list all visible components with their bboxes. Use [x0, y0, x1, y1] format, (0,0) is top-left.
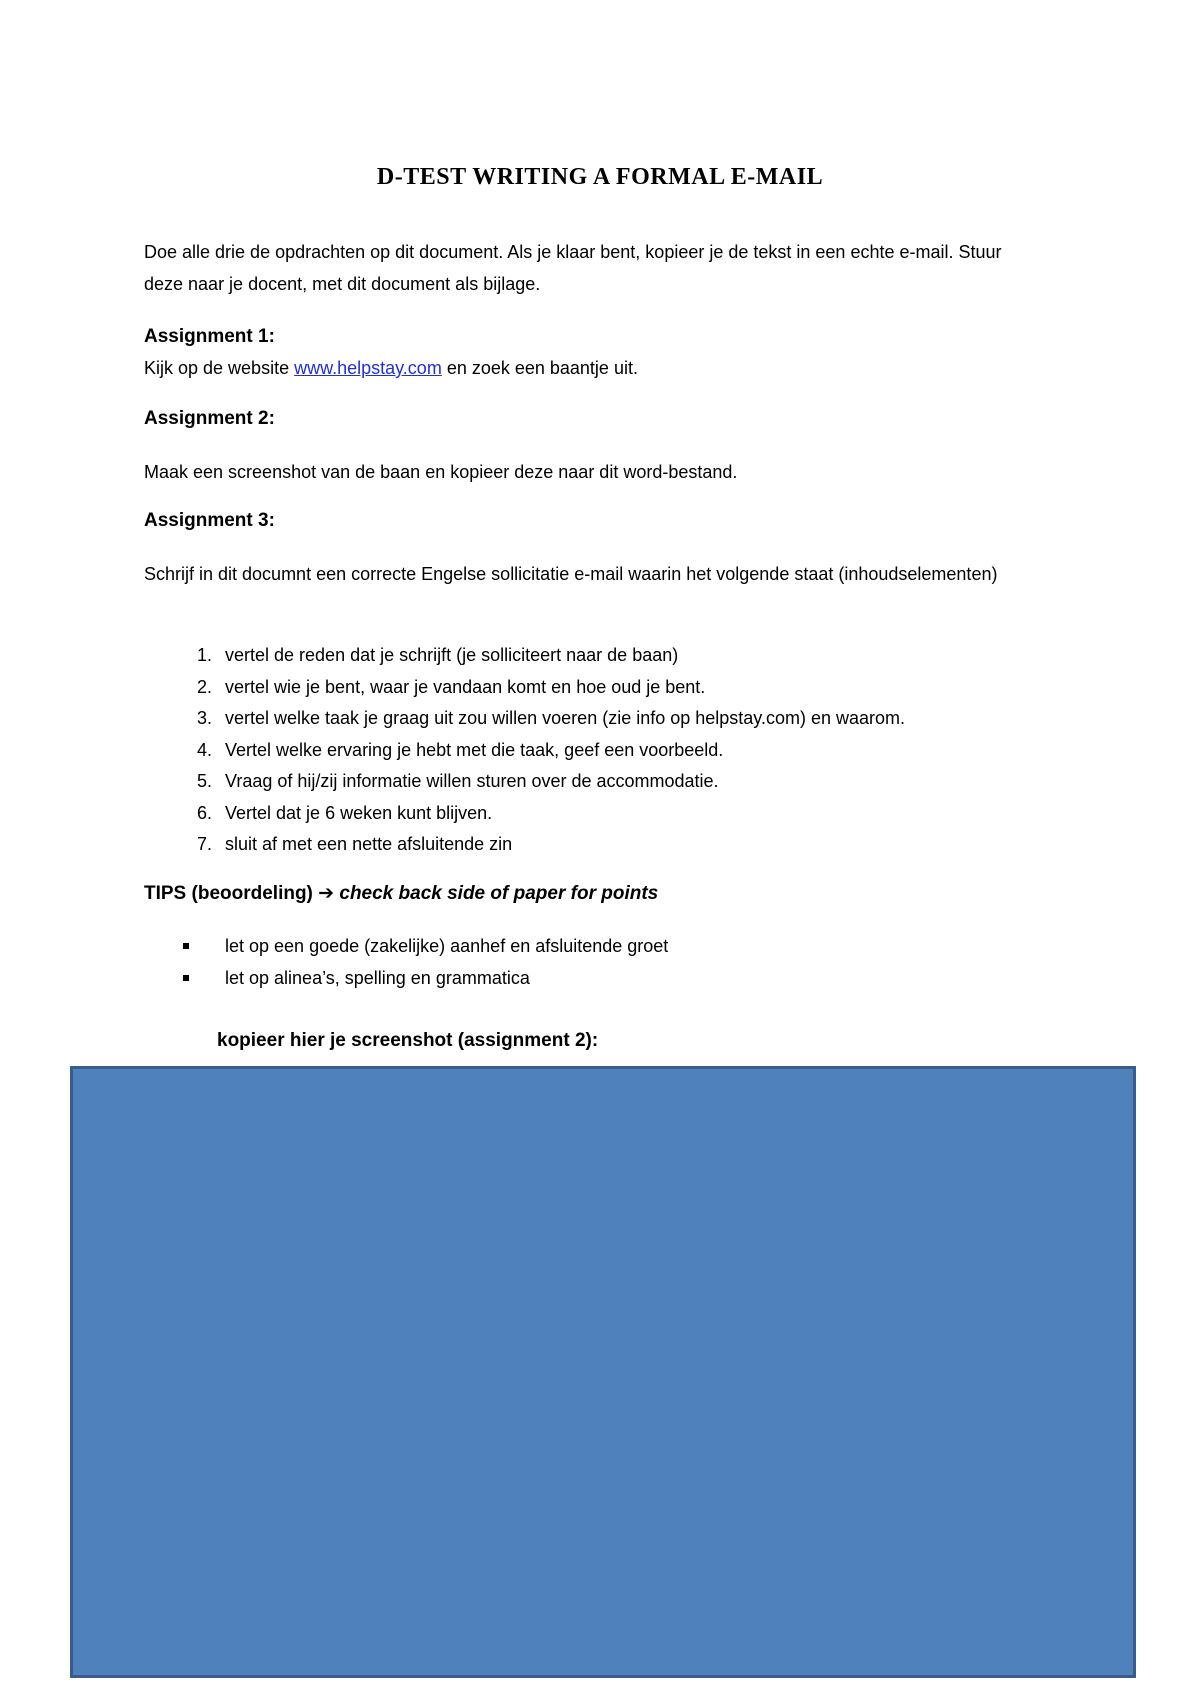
- tips-item-text: let op een goede (zakelijke) aanhef en afsluitende groet: [225, 936, 669, 956]
- tips-note: check back side of paper for points: [334, 883, 659, 904]
- assignment1-text: [144, 352, 1044, 384]
- document-title: D-TEST WRITING A FORMAL E-MAIL: [376, 164, 824, 190]
- assignment1-heading: Assignment 1:: [144, 326, 275, 347]
- assignment2-heading: Assignment 2:: [144, 408, 275, 429]
- tips-heading-label: TIPS (beoordeling): [144, 883, 319, 904]
- list-item: 1. vertel de reden dat je schrijft (je solliciteert naar de baan): [217, 640, 1097, 672]
- tips-heading: [144, 882, 658, 905]
- tips-list: [144, 930, 1097, 994]
- intro-paragraph: Doe alle drie de opdrachten op dit document. Als je klaar bent, kopieer je de tekst in een echte e-mail. Stuur deze naar je docent, met dit document als bijlage.: [144, 242, 1002, 294]
- assignment3-steps-list: [144, 640, 1097, 861]
- list-item: [217, 930, 1097, 962]
- assignment1-text-after: en zoek een baantje uit.: [441, 358, 638, 378]
- tips-item-text: let op alinea’s, spelling en grammatica: [225, 968, 530, 988]
- right-arrow-icon: ➔: [318, 883, 335, 904]
- screenshot-label: kopieer hier je screenshot (assignment 2):: [217, 1030, 599, 1051]
- list-item: 3. vertel welke taak je graag uit zou willen voeren (zie info op helpstay.com) en waarom.: [217, 703, 1097, 735]
- list-item: 5. Vraag of hij/zij informatie willen sturen over de accommodatie.: [217, 766, 1097, 798]
- helpstay-link[interactable]: www.helpstay.com: [294, 358, 442, 378]
- assignment1-text-before: Kijk op de website: [144, 358, 295, 378]
- list-item: 2. vertel wie je bent, waar je vandaan komt en hoe oud je bent.: [217, 672, 1097, 704]
- list-item: 7. sluit af met een nette afsluitende zin: [217, 829, 1097, 861]
- assignment2-text: Maak een screenshot van de baan en kopieer deze naar dit word-bestand.: [144, 462, 738, 482]
- list-item: [217, 962, 1097, 994]
- list-item: 4. Vertel welke ervaring je hebt met die taak, geef een voorbeeld.: [217, 735, 1097, 767]
- assignment3-heading: Assignment 3:: [144, 510, 275, 531]
- square-bullet-icon: [183, 975, 189, 981]
- square-bullet-icon: [183, 943, 189, 949]
- screenshot-placeholder-box[interactable]: [70, 1066, 1136, 1678]
- assignment3-text: Schrijf in dit documnt een correcte Engelse sollicitatie e-mail waarin het volgende staat (inhoudselementen): [144, 564, 998, 584]
- list-item: 6. Vertel dat je 6 weken kunt blijven.: [217, 798, 1097, 830]
